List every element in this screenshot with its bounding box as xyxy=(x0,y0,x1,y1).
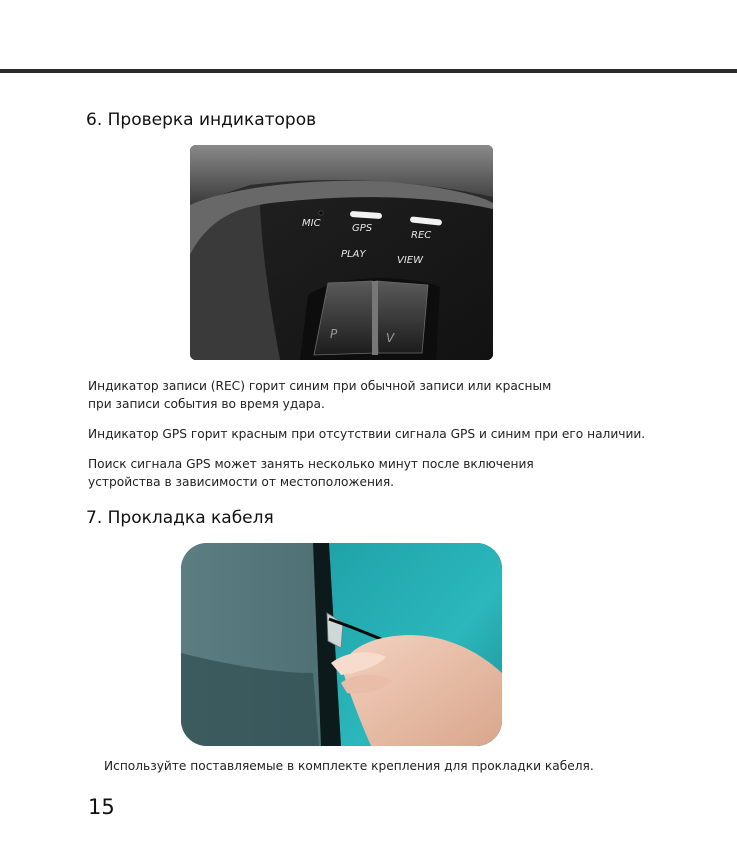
indicators-photo xyxy=(190,145,493,360)
cable-routing-caption: Используйте поставляемые в комплекте крепления для прокладки кабеля. xyxy=(104,759,594,773)
rec-indicator-line-1: Индикатор записи (REC) горит синим при обычной записи или красным xyxy=(88,379,552,393)
section-6-title: Проверка индикаторов xyxy=(107,110,317,130)
rec-indicator-paragraph xyxy=(88,377,551,413)
play-label: PLAY xyxy=(341,249,366,260)
section-6-heading xyxy=(86,110,316,130)
play-key-label: P xyxy=(330,327,338,341)
header-rule xyxy=(0,69,737,73)
view-key-label: V xyxy=(386,331,395,345)
rec-indicator-line-2: при записи события во время удара. xyxy=(88,397,325,411)
section-6-number: 6. xyxy=(86,110,103,130)
gps-search-line-2: устройства в зависимости от местоположения. xyxy=(88,475,395,489)
gps-indicator-paragraph xyxy=(88,425,645,443)
gps-label: GPS xyxy=(352,223,373,234)
section-7-number: 7. xyxy=(86,508,103,528)
section-7-title: Прокладка кабеля xyxy=(107,508,274,528)
section-7-heading xyxy=(86,508,274,528)
gps-indicator-line-1: Индикатор GPS горит красным при отсутствии сигнала GPS и синим при его наличии. xyxy=(88,427,646,441)
page-number: 15 xyxy=(88,795,115,819)
cable-routing-illustration xyxy=(181,543,502,746)
view-label: VIEW xyxy=(397,255,423,266)
gps-search-paragraph xyxy=(88,455,534,491)
rec-label: REC xyxy=(411,230,432,241)
mic-label: MIC xyxy=(302,218,321,229)
cable-routing-photo xyxy=(181,543,502,746)
gps-search-line-1: Поиск сигнала GPS может занять несколько минут после включения xyxy=(88,457,534,471)
